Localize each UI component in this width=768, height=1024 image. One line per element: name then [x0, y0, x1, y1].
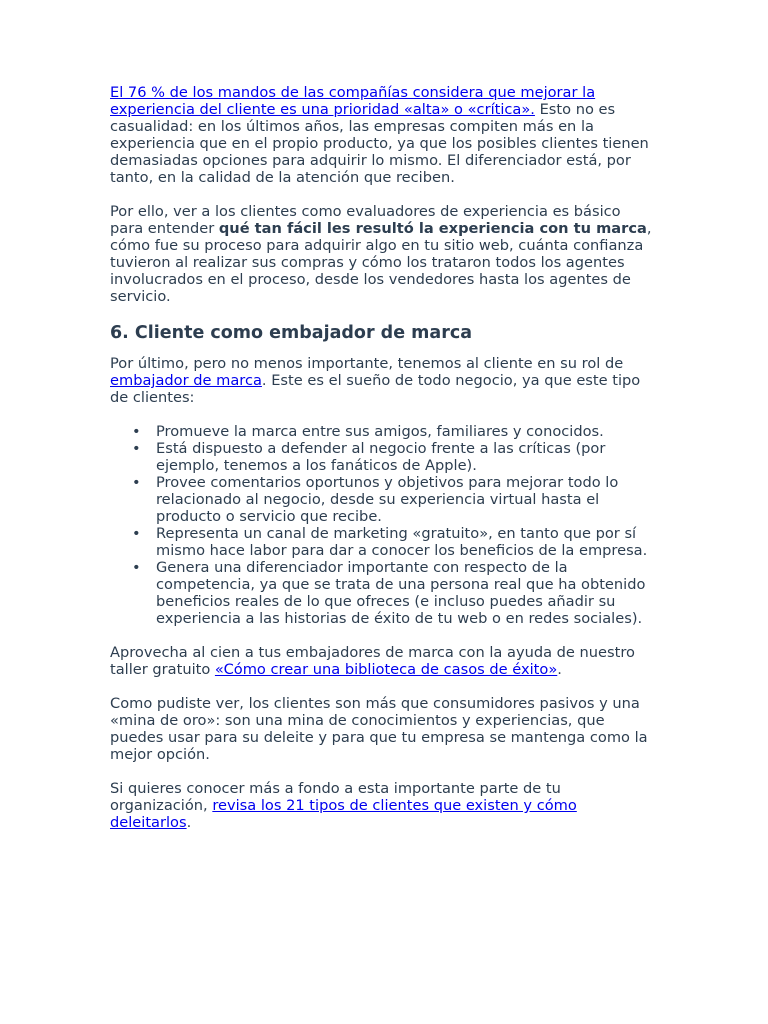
list-item	[132, 559, 655, 627]
paragraph-conclusion: Como pudiste ver, los clientes son más que consumidores pasivos y una «mina de oro»: son una mina de conocimientos y experiencias, que puedes usar para su deleite y para que tu empresa se mantenga como la mejor opción.	[110, 695, 648, 763]
workshop-link[interactable]: «Cómo crear una biblioteca de casos de éxito»	[214, 661, 558, 678]
paragraph-workshop-text-end: .	[557, 661, 562, 678]
client-types-link[interactable]: revisa los 21 tipos de clientes que existen y cómo deleitarlos	[110, 797, 577, 831]
paragraph-more	[110, 780, 655, 831]
list-item	[132, 525, 655, 559]
paragraph-evaluators-text-start: Por ello, ver a los clientes como evaluadores de experiencia es básico para entender	[110, 203, 621, 237]
paragraph-ambassador-text-end: . Este es el sueño de todo negocio, ya que este tipo de clientes:	[110, 372, 641, 406]
survey-stat-link[interactable]: El 76 % de los mandos de las compañías considera que mejorar la experiencia del cliente es una prioridad «alta» o «crítica».	[110, 84, 596, 118]
paragraph-evaluators-text-end: , cómo fue su proceso para adquirir algo en tu sitio web, cuánta confianza tuvieron al realizar sus compras y cómo los trataron todos los agentes involucrados en el proceso, desde los vendedores hasta los agentes de servicio.	[110, 220, 652, 305]
list-item-text: Representa un canal de marketing «gratuito», en tanto que por sí mismo hace labor para dar a conocer los beneficios de la empresa.	[156, 525, 648, 559]
paragraph-intro	[110, 84, 655, 186]
list-item-text: Promueve la marca entre sus amigos, familiares y conocidos.	[156, 423, 604, 440]
list-item	[132, 474, 655, 525]
list-item	[132, 423, 655, 440]
bullet-icon: •	[132, 423, 141, 440]
list-item	[132, 440, 655, 474]
bullet-icon: •	[132, 474, 141, 491]
paragraph-workshop-text-start: Aprovecha al cien a tus embajadores de marca con la ayuda de nuestro taller gratuito	[110, 644, 635, 678]
brand-ambassador-link[interactable]: embajador de marca	[110, 372, 262, 389]
paragraph-more-text-start: Si quieres conocer más a fondo a esta importante parte de tu organización,	[110, 780, 561, 814]
article-body	[110, 84, 655, 848]
paragraph-evaluators	[110, 203, 655, 305]
paragraph-workshop	[110, 644, 655, 678]
bullet-icon: •	[132, 440, 141, 457]
list-item-text: Está dispuesto a defender al negocio frente a las críticas (por ejemplo, tenemos a los fanáticos de Apple).	[156, 440, 606, 474]
paragraph-more-text-end: .	[186, 814, 192, 831]
list-item-text: Provee comentarios oportunos y objetivos para mejorar todo lo relacionado al negocio, desde su experiencia virtual hasta el producto o servicio que recibe.	[156, 474, 619, 525]
paragraph-evaluators-bold: qué tan fácil les resultó la experiencia con tu marca	[218, 220, 647, 237]
paragraph-ambassador	[110, 355, 655, 406]
list-item-text: Genera una diferenciador importante con respecto de la competencia, ya que se trata de una persona real que ha obtenido beneficios reales de lo que ofreces (e incluso puedes añadir su experiencia a las historias de éxito de tu web o en redes sociales).	[156, 559, 646, 627]
paragraph-ambassador-text-start: Por último, pero no menos importante, tenemos al cliente en su rol de	[110, 355, 624, 372]
paragraph-intro-text: Esto no es casualidad: en los últimos años, las empresas compiten más en la experiencia que en el propio producto, ya que los posibles clientes tienen demasiadas opciones para adquirir lo mismo. El diferenciador está, por tanto, en la calidad de la atención que reciben.	[110, 101, 649, 186]
section-heading: 6. Cliente como embajador de marca	[110, 323, 473, 343]
benefits-list	[110, 423, 655, 627]
bullet-icon: •	[132, 559, 141, 576]
bullet-icon: •	[132, 525, 141, 542]
